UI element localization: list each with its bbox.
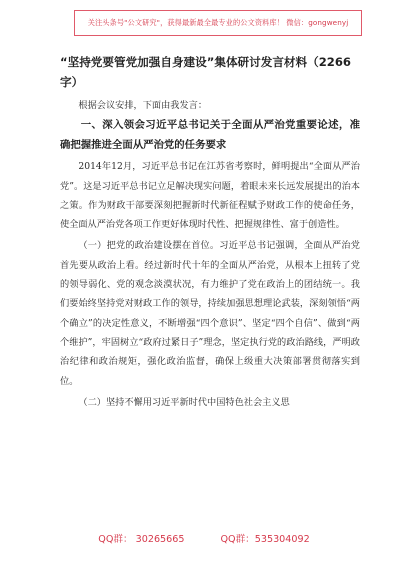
document-body: [60, 96, 360, 412]
top-banner: [74, 10, 362, 36]
document-title: “坚持党要管党加强自身建设”集体研讨发言材料（2266字）: [60, 55, 351, 89]
greeting-paragraph: 根据会议安排，下面由我发言：: [78, 100, 208, 111]
qq-group-1: QQ群： 30265665: [98, 534, 185, 545]
footer: [0, 531, 408, 551]
section-heading: 一、深入领会习近平总书记关于全面从严治党重要论述，准确把握推进全面从严治党的任务要求: [60, 119, 360, 152]
body-paragraph: 2014年12月，习近平总书记在江苏省考察时，鲜明提出“全面从严治党”。这是习近平总书记立足解决现实问题，着眼未来长远发展提出的治本之策。作为财政干部要深刻把握新时代新征程赋予财政工作的使命任务，使全面从严治党各项工作更好体现时代性、把握规律性、富于创造性。: [60, 161, 360, 231]
body-paragraph: （一）把党的政治建设摆在首位。习近平总书记强调，全面从严治党首先要从政治上看。经过新时代十年的全面从严治党，从根本上扭转了党的领导弱化、党的观念淡漠状况，有力维护了党在政治上的团结统一。我们要始终坚持党对财政工作的领导，持续加强思想理论武装，深刻领悟“两个确立”的决定性意义，不断增强“四个意识”、坚定“四个自信”、做到“两个维护”，牢固树立“政府过紧日子”理念，坚定执行党的政治路线，严明政治纪律和政治规矩，强化政治监督，确保上级重大决策部署贯彻落实到位。: [60, 240, 360, 387]
banner-text: 关注头条号"公文研究"，获得最新最全最专业的公文资料库！ 微信：gongwenyj: [87, 18, 349, 27]
body-paragraph: （二）坚持不懈用习近平新时代中国特色社会主义思: [78, 396, 290, 408]
qq-group-2: QQ群：535304092: [220, 534, 310, 545]
